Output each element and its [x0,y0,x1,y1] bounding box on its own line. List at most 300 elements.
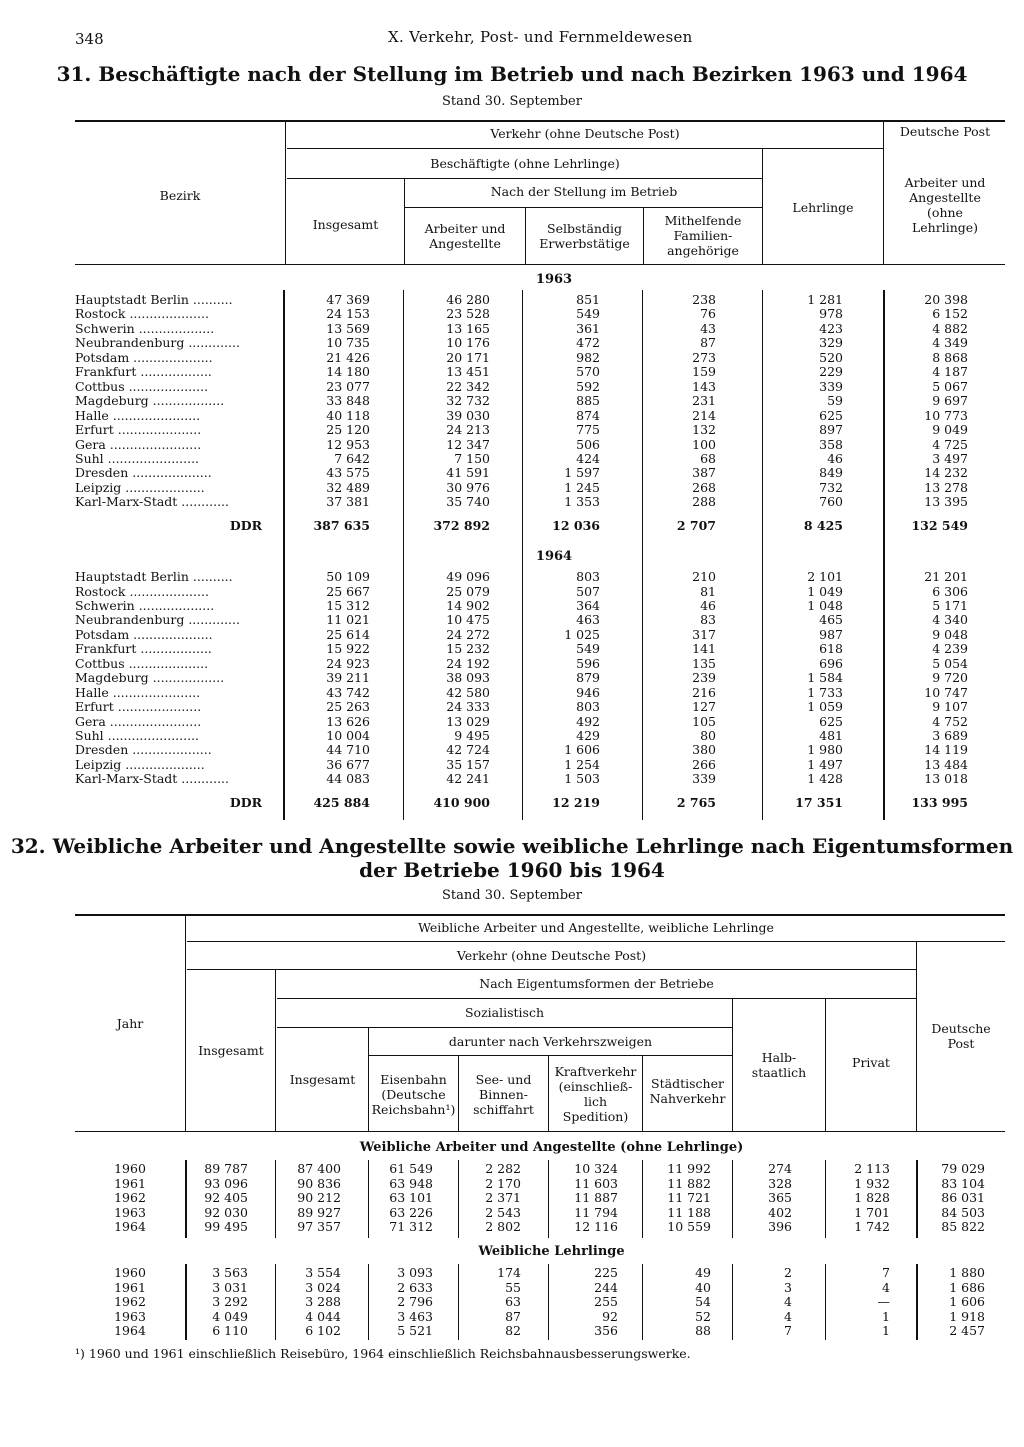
cell-deutsche-post: 9 697 [932,393,968,409]
cell-deutsche-post: 1 880 [949,1265,985,1280]
table-row [0,350,1024,365]
total-deutsche-post: 133 995 [911,794,968,810]
bezirk-label: Cottbus .................... [75,378,209,394]
cell-insgesamt: 92 405 [204,1190,248,1205]
cell-mithelfende: 239 [692,670,716,686]
table-row [0,292,1024,307]
table-row [0,771,1024,786]
table-row [0,569,1024,584]
cell-insgesamt: 12 953 [326,436,370,452]
cell-privat: 4 [882,1279,890,1295]
cell-see: 2 170 [485,1175,521,1191]
cell-lehrlinge: 1 428 [807,771,843,787]
cell-deutsche-post: 9 107 [932,699,968,714]
cell-halbstaatlich: 2 [784,1265,792,1280]
cell-arbeiter: 12 347 [446,436,490,452]
cell-mithelfende: 100 [692,436,716,452]
table-row [0,1190,1024,1205]
cell-see: 2 802 [485,1219,521,1234]
header-eisenbahn: Eisenbahn (Deutsche Reichsbahn¹) [371,1072,456,1117]
cell-lehrlinge: 59 [827,393,843,409]
cell-staedtisch: 54 [695,1294,711,1309]
cell-arbeiter: 42 241 [446,771,490,787]
cell-insgesamt: 3 031 [212,1279,248,1295]
total-lehrlinge: 17 351 [795,794,843,810]
cell-deutsche-post: 6 152 [932,306,968,322]
header-see: See- und Binnen- schiffahrt [473,1072,534,1117]
header-darunter: darunter nach Verkehrszweigen [448,1034,653,1049]
cell-lehrlinge: 423 [819,320,843,336]
cell-see: 2 371 [485,1190,521,1205]
cell-arbeiter: 20 171 [446,349,490,365]
cell-eisenbahn: 71 312 [389,1219,433,1234]
header-insgesamt: Insgesamt [312,217,379,232]
total-mithelfende: 2 765 [676,794,716,810]
cell-lehrlinge: 1 281 [807,292,843,307]
table-row [0,584,1024,599]
running-head: X. Verkehr, Post- und Fernmeldewesen [388,28,693,46]
table-row [0,1205,1024,1220]
table-row [0,757,1024,772]
cell-deutsche-post: 4 187 [932,364,968,380]
cell-privat: 2 113 [854,1161,890,1176]
cell-lehrlinge: 732 [819,479,843,495]
cell-insgesamt: 33 848 [326,393,370,409]
cell-deutsche-post: 4 752 [932,713,968,729]
cell-insgesamt: 3 563 [212,1265,248,1280]
cell-mithelfende: 317 [692,626,716,642]
cell-selbstaendig: 885 [576,393,600,409]
cell-arbeiter: 39 030 [446,407,490,423]
cell-halbstaatlich: 328 [768,1175,792,1191]
cell-deutsche-post: 6 306 [932,583,968,599]
cell-staedtisch: 11 721 [667,1190,711,1205]
bezirk-label: Rostock .................... [75,583,209,599]
header-verkehr: Verkehr (ohne Deutsche Post) [490,126,680,141]
cell-staedtisch: 88 [695,1323,711,1338]
cell-arbeiter: 10 475 [446,612,490,628]
year-label: 1961 [114,1175,146,1191]
bezirk-label: Magdeburg .................. [75,393,225,409]
cell-lehrlinge: 46 [827,450,843,466]
total-label: DDR [229,794,262,810]
cell-see: 2 282 [485,1161,521,1176]
bezirk-label: Karl-Marx-Stadt ............ [75,494,229,510]
cell-eisenbahn: 2 796 [397,1294,433,1309]
cell-deutsche-post: 4 725 [932,436,968,452]
cell-selbstaendig: 506 [576,436,600,452]
table-row [0,379,1024,394]
cell-selbstaendig: 570 [576,364,600,380]
cell-deutsche-post: 5 054 [932,655,968,671]
table-row [0,612,1024,627]
cell-insgesamt: 4 049 [212,1308,248,1324]
bezirk-label: Cottbus .................... [75,655,209,671]
cell-lehrlinge: 1 584 [807,670,843,686]
cell-deutsche-post: 13 395 [924,494,968,510]
cell-insgesamt: 11 021 [326,612,370,628]
cell-deutsche-post: 1 686 [949,1279,985,1295]
cell-arbeiter: 13 029 [446,713,490,729]
section-heading: Weibliche Arbeiter und Angestellte (ohne Lehrlinge) [359,1140,744,1155]
cell-mithelfende: 83 [700,612,716,628]
table-row [0,656,1024,671]
cell-selbstaendig: 549 [576,641,600,657]
cell-kraftverkehr: 11 603 [574,1175,618,1191]
cell-mithelfende: 266 [692,756,716,772]
cell-insgesamt: 99 495 [204,1219,248,1234]
cell-insgesamt: 40 118 [326,407,370,423]
cell-selbstaendig: 1 245 [564,479,600,495]
cell-arbeiter: 13 451 [446,364,490,380]
cell-kraftverkehr: 11 887 [574,1190,618,1205]
total-insgesamt: 387 635 [313,517,370,533]
table-row [0,685,1024,700]
table-row [0,408,1024,423]
header-insgesamt-32: Insgesamt [198,1043,264,1058]
cell-arbeiter: 35 740 [446,494,490,510]
cell-mithelfende: 214 [692,407,716,423]
cell-mithelfende: 143 [692,378,716,394]
cell-kraftverkehr: 255 [594,1294,618,1309]
cell-mithelfende: 81 [700,583,716,599]
cell-deutsche-post: 13 018 [924,771,968,787]
total-row [0,518,1024,533]
cell-arbeiter: 46 280 [446,292,490,307]
header-staedtisch: Städtischer Nahverkehr [649,1076,726,1106]
bezirk-label: Neubrandenburg ............. [75,335,240,351]
cell-mithelfende: 141 [692,641,716,657]
header-insgesamt-soz: Insgesamt [289,1072,356,1087]
cell-insgesamt: 36 677 [326,756,370,772]
cell-kraftverkehr: 356 [594,1323,618,1338]
bezirk-label: Hauptstadt Berlin .......... [75,292,233,307]
table-row [0,1309,1024,1324]
cell-mithelfende: 339 [692,771,716,787]
cell-deutsche-post: 2 457 [949,1323,985,1338]
cell-mithelfende: 216 [692,684,716,700]
section-heading: Weibliche Lehrlinge [478,1244,625,1259]
year-label: 1964 [114,1219,146,1234]
cell-mithelfende: 238 [692,292,716,307]
cell-staedtisch: 11 992 [667,1161,711,1176]
cell-privat: 1 701 [854,1204,890,1220]
cell-halbstaatlich: 274 [768,1161,792,1176]
cell-privat: 1 742 [854,1219,890,1234]
cell-lehrlinge: 1 497 [807,756,843,772]
cell-deutsche-post: 13 278 [924,479,968,495]
cell-selbstaendig: 803 [576,569,600,584]
cell-see: 55 [505,1279,521,1295]
table-row [0,393,1024,408]
cell-selbstaendig: 596 [576,655,600,671]
cell-eisenbahn: 63 948 [389,1175,433,1191]
cell-deutsche-post: 14 119 [924,742,968,758]
cell-deutsche-post: 4 340 [932,612,968,628]
cell-deutsche-post: 9 048 [932,626,968,642]
total-deutsche-post: 132 549 [911,517,968,533]
bezirk-label: Schwerin ................... [75,320,215,336]
cell-selbstaendig: 1 606 [564,742,600,758]
cell-selbstaendig: 429 [576,728,600,743]
cell-lehrlinge: 625 [819,407,843,423]
cell-deutsche-post: 84 503 [941,1204,985,1220]
cell-lehrlinge: 1 048 [807,597,843,613]
cell-insgesamt: 13 569 [326,320,370,336]
cell-selbstaendig: 946 [576,684,600,700]
cell-soz-insgesamt: 4 044 [305,1308,341,1324]
table-row [0,335,1024,350]
table-row [0,641,1024,656]
table-row [0,364,1024,379]
cell-privat: — [877,1294,890,1309]
header-verkehr-32: Verkehr (ohne Deutsche Post) [456,948,647,963]
cell-lehrlinge: 358 [819,436,843,452]
cell-insgesamt: 24 923 [326,655,370,671]
total-selbstaendig: 12 036 [552,517,600,533]
bezirk-label: Frankfurt .................. [75,641,212,657]
cell-see: 63 [505,1294,521,1309]
cell-mithelfende: 46 [700,597,716,613]
bezirk-label: Schwerin ................... [75,597,215,613]
table-row [0,699,1024,714]
bezirk-label: Potsdam .................... [75,626,213,642]
cell-arbeiter: 24 333 [446,699,490,714]
cell-deutsche-post: 1 918 [949,1308,985,1324]
cell-insgesamt: 32 489 [326,479,370,495]
cell-lehrlinge: 2 101 [807,569,843,584]
bezirk-label: Dresden .................... [75,742,212,758]
cell-lehrlinge: 520 [819,349,843,365]
table-row [0,1219,1024,1234]
table32-stand: Stand 30. September [442,888,582,903]
cell-deutsche-post: 83 104 [941,1175,985,1191]
cell-lehrlinge: 465 [819,612,843,628]
cell-mithelfende: 43 [700,320,716,336]
total-lehrlinge: 8 425 [803,517,843,533]
cell-lehrlinge: 849 [819,465,843,481]
cell-soz-insgesamt: 89 927 [297,1204,341,1220]
cell-kraftverkehr: 10 324 [574,1161,618,1176]
cell-arbeiter: 35 157 [446,756,490,772]
cell-soz-insgesamt: 3 024 [305,1279,341,1295]
bezirk-label: Magdeburg .................. [75,670,225,686]
cell-privat: 1 [882,1323,890,1338]
cell-deutsche-post: 13 484 [924,756,968,772]
cell-lehrlinge: 760 [819,494,843,510]
cell-insgesamt: 3 292 [212,1294,248,1309]
cell-deutsche-post: 85 822 [941,1219,985,1234]
cell-arbeiter: 7 150 [454,450,490,466]
table-row [0,1161,1024,1176]
cell-eisenbahn: 2 633 [397,1279,433,1295]
cell-mithelfende: 387 [692,465,716,481]
header-nach-eigentum: Nach Eigentumsformen der Betriebe [479,976,714,991]
cell-deutsche-post: 20 398 [924,292,968,307]
cell-insgesamt: 24 153 [326,306,370,322]
bezirk-label: Suhl ....................... [75,728,200,743]
cell-halbstaatlich: 4 [784,1308,792,1324]
cell-lehrlinge: 987 [819,626,843,642]
cell-selbstaendig: 424 [576,450,600,466]
cell-insgesamt: 15 922 [326,641,370,657]
table32-title-line1: 32. Weibliche Arbeiter und Angestellte sowie weibliche Lehrlinge nach Eigentumsformen [10,834,1014,858]
header-nach-stellung: Nach der Stellung im Betrieb [490,184,678,199]
cell-selbstaendig: 472 [576,335,600,351]
cell-lehrlinge: 229 [819,364,843,380]
cell-selbstaendig: 592 [576,378,600,394]
header-deutsche-post: Deutsche Post [899,124,991,139]
cell-insgesamt: 25 614 [326,626,370,642]
cell-arbeiter: 24 213 [446,422,490,437]
total-mithelfende: 2 707 [676,517,716,533]
cell-arbeiter: 22 342 [446,378,490,394]
page-number: 348 [75,30,104,48]
cell-deutsche-post: 5 067 [932,378,968,394]
table-row [0,422,1024,437]
cell-mithelfende: 288 [692,494,716,510]
cell-arbeiter: 23 528 [446,306,490,322]
cell-halbstaatlich: 4 [784,1294,792,1309]
bezirk-label: Hauptstadt Berlin .......... [75,569,233,584]
header-mithelfende: Mithelfende Familien- angehörige [664,213,742,258]
cell-kraftverkehr: 12 116 [574,1219,618,1234]
cell-selbstaendig: 1 254 [564,756,600,772]
cell-mithelfende: 210 [692,569,716,584]
table31-stand: Stand 30. September [442,94,582,109]
cell-insgesamt: 92 030 [204,1204,248,1220]
cell-kraftverkehr: 92 [602,1308,618,1324]
cell-insgesamt: 21 426 [326,349,370,365]
cell-deutsche-post: 10 747 [924,684,968,700]
bezirk-label: Potsdam .................... [75,349,213,365]
table-row [0,480,1024,495]
cell-mithelfende: 132 [692,422,716,437]
cell-halbstaatlich: 7 [784,1323,792,1338]
cell-selbstaendig: 507 [576,583,600,599]
cell-selbstaendig: 874 [576,407,600,423]
cell-eisenbahn: 63 101 [389,1190,433,1205]
footnote: ¹) 1960 und 1961 einschließlich Reisebüro, 1964 einschließlich Reichsbahnausbesserungswerke. [75,1346,691,1361]
table-row [0,1176,1024,1191]
table-row [0,728,1024,743]
cell-mithelfende: 380 [692,742,716,758]
header-beschaeftigte: Beschäftigte (ohne Lehrlinge) [430,156,620,171]
cell-deutsche-post: 21 201 [924,569,968,584]
cell-insgesamt: 25 263 [326,699,370,714]
cell-insgesamt: 15 312 [326,597,370,613]
bezirk-label: Gera ....................... [75,436,202,452]
table-row [0,321,1024,336]
cell-insgesamt: 44 710 [326,742,370,758]
table31-title: 31. Beschäftigte nach der Stellung im Betrieb und nach Bezirken 1963 und 1964 [56,62,968,86]
cell-mithelfende: 159 [692,364,716,380]
cell-arbeiter: 10 176 [446,335,490,351]
cell-kraftverkehr: 225 [594,1265,618,1280]
bezirk-label: Erfurt ..................... [75,699,202,714]
cell-halbstaatlich: 365 [768,1190,792,1205]
table32-title-line2: der Betriebe 1960 bis 1964 [359,858,665,882]
cell-mithelfende: 231 [692,393,716,409]
cell-selbstaendig: 549 [576,306,600,322]
cell-arbeiter: 42 580 [446,684,490,700]
cell-insgesamt: 93 096 [204,1175,248,1191]
year-label: 1963 [114,1204,146,1220]
cell-insgesamt: 50 109 [326,569,370,584]
cell-mithelfende: 105 [692,713,716,729]
cell-insgesamt: 25 667 [326,583,370,599]
cell-mithelfende: 76 [700,306,716,322]
cell-deutsche-post: 1 606 [949,1294,985,1309]
header-privat: Privat [852,1055,890,1070]
cell-selbstaendig: 364 [576,597,600,613]
bezirk-label: Gera ....................... [75,713,202,729]
cell-soz-insgesamt: 3 554 [305,1265,341,1280]
cell-deutsche-post: 79 029 [941,1161,985,1176]
cell-lehrlinge: 978 [819,306,843,322]
cell-insgesamt: 10 735 [326,335,370,351]
cell-eisenbahn: 61 549 [389,1161,433,1176]
cell-privat: 1 828 [854,1190,890,1205]
cell-mithelfende: 87 [700,335,716,351]
cell-halbstaatlich: 396 [768,1219,792,1234]
total-selbstaendig: 12 219 [552,794,600,810]
table-row [0,714,1024,729]
header-deutsche-post-32: Deutsche Post [931,1021,991,1051]
cell-arbeiter: 25 079 [446,583,490,599]
cell-soz-insgesamt: 90 212 [297,1190,341,1205]
year-label: 1964 [114,1323,146,1338]
cell-lehrlinge: 329 [819,335,843,351]
cell-selbstaendig: 463 [576,612,600,628]
cell-deutsche-post: 14 232 [924,465,968,481]
cell-insgesamt: 43 742 [326,684,370,700]
cell-mithelfende: 273 [692,349,716,365]
cell-soz-insgesamt: 97 357 [297,1219,341,1234]
cell-insgesamt: 89 787 [204,1161,248,1176]
cell-see: 82 [505,1323,521,1338]
cell-soz-insgesamt: 87 400 [297,1161,341,1176]
table-row [0,494,1024,509]
year-label: 1961 [114,1279,146,1295]
cell-soz-insgesamt: 3 288 [305,1294,341,1309]
bezirk-label: Suhl ....................... [75,450,200,466]
cell-deutsche-post: 9 049 [932,422,968,437]
header-selbstaendig: Selbständig Erwerbstätige [539,221,630,251]
cell-selbstaendig: 1 597 [564,465,600,481]
cell-arbeiter: 24 272 [446,626,490,642]
cell-arbeiter: 38 093 [446,670,490,686]
cell-eisenbahn: 3 463 [397,1308,433,1324]
cell-privat: 1 932 [854,1175,890,1191]
bezirk-label: Rostock .................... [75,306,209,322]
cell-lehrlinge: 618 [819,641,843,657]
cell-selbstaendig: 492 [576,713,600,729]
total-insgesamt: 425 884 [313,794,370,810]
year-label: 1962 [114,1294,146,1309]
cell-insgesamt: 44 083 [326,771,370,787]
year-heading: 1963 [535,272,573,287]
cell-staedtisch: 40 [695,1279,711,1295]
cell-mithelfende: 80 [700,728,716,743]
bezirk-label: Halle ...................... [75,684,201,700]
cell-deutsche-post: 3 497 [932,450,968,466]
bezirk-label: Dresden .................... [75,465,212,481]
cell-insgesamt: 7 642 [334,450,370,466]
bezirk-label: Frankfurt .................. [75,364,212,380]
header-sozialistisch: Sozialistisch [464,1005,545,1020]
cell-lehrlinge: 1 059 [807,699,843,714]
